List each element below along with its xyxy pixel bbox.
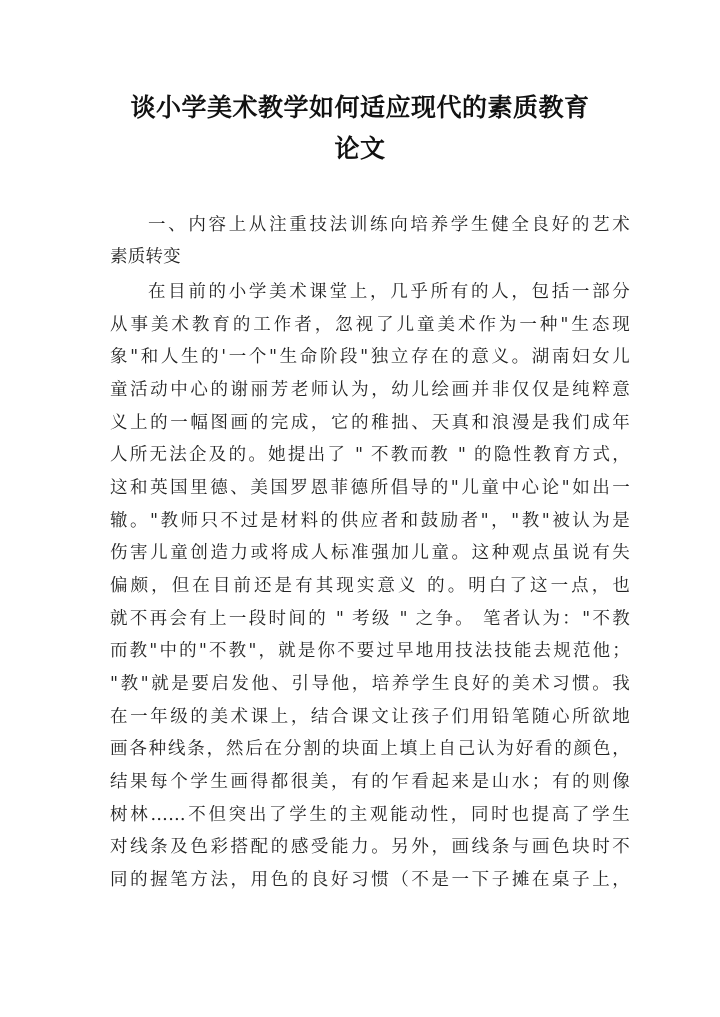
paragraph-line: 对线条及色彩搭配的感受能力。另外，画线条与画色块时不 xyxy=(110,837,630,857)
paragraph-line: 伤害儿童创造力或将成人标准强加儿童。这种观点虽说有失 xyxy=(110,543,630,563)
paragraph-line: 而教"中的"不教"，就是你不要过早地用技法技能去规范他； xyxy=(110,641,630,661)
paragraph-line: "教"就是要启发他、引导他，培养学生良好的美术习惯。我 xyxy=(110,674,630,694)
paragraph-line: 童活动中心的谢丽芳老师认为，幼儿绘画并非仅仅是纯粹意 xyxy=(110,380,630,400)
paragraph-line: 画各种线条，然后在分割的块面上填上自己认为好看的颜色， xyxy=(110,739,630,759)
paragraph-line: 结果每个学生画得都很美，有的乍看起来是山水；有的则像 xyxy=(110,772,630,792)
paragraph-line: 人所无法企及的。她提出了 " 不教而教 " 的隐性教育方式， xyxy=(110,445,630,465)
paragraph-line: 树林……不但突出了学生的主观能动性，同时也提高了学生 xyxy=(110,805,630,825)
paragraph-line: 就不再会有上一段时间的 " 考级 " 之争。 笔者认为："不教 xyxy=(110,609,630,629)
paragraph-line: 这和英国里德、美国罗恩菲德所倡导的"儿童中心论"如出一 xyxy=(110,478,630,498)
section-heading-line: 素质转变 xyxy=(110,247,181,267)
paragraph-line: 义上的一幅图画的完成，它的稚拙、天真和浪漫是我们成年 xyxy=(110,413,630,433)
section-heading-line: 一、内容上从注重技法训练向培养学生健全良好的艺术 xyxy=(148,215,630,235)
paragraph-line: 同的握笔方法，用色的良好习惯（不是一下子摊在桌子上， xyxy=(110,870,630,890)
document-title-line-1: 谈小学美术教学如何适应现代的素质教育 xyxy=(130,93,590,122)
paragraph-line: 辙。"教师只不过是材料的供应者和鼓励者"，"教"被认为是 xyxy=(110,511,630,531)
paragraph-line: 在一年级的美术课上，结合课文让孩子们用铅笔随心所欲地 xyxy=(110,707,630,727)
paragraph-line: 在目前的小学美术课堂上，几乎所有的人，包括一部分 xyxy=(148,282,630,302)
paragraph-line: 从事美术教育的工作者，忽视了儿童美术作为一种"生态现 xyxy=(110,315,630,335)
paragraph-line: 象"和人生的'一个"生命阶段"独立存在的意义。湖南妇女儿 xyxy=(110,347,630,367)
paragraph-line: 偏颇，但在目前还是有其现实意义 的。明白了这一点，也 xyxy=(110,576,630,596)
document-title-line-2: 论文 xyxy=(334,134,386,163)
